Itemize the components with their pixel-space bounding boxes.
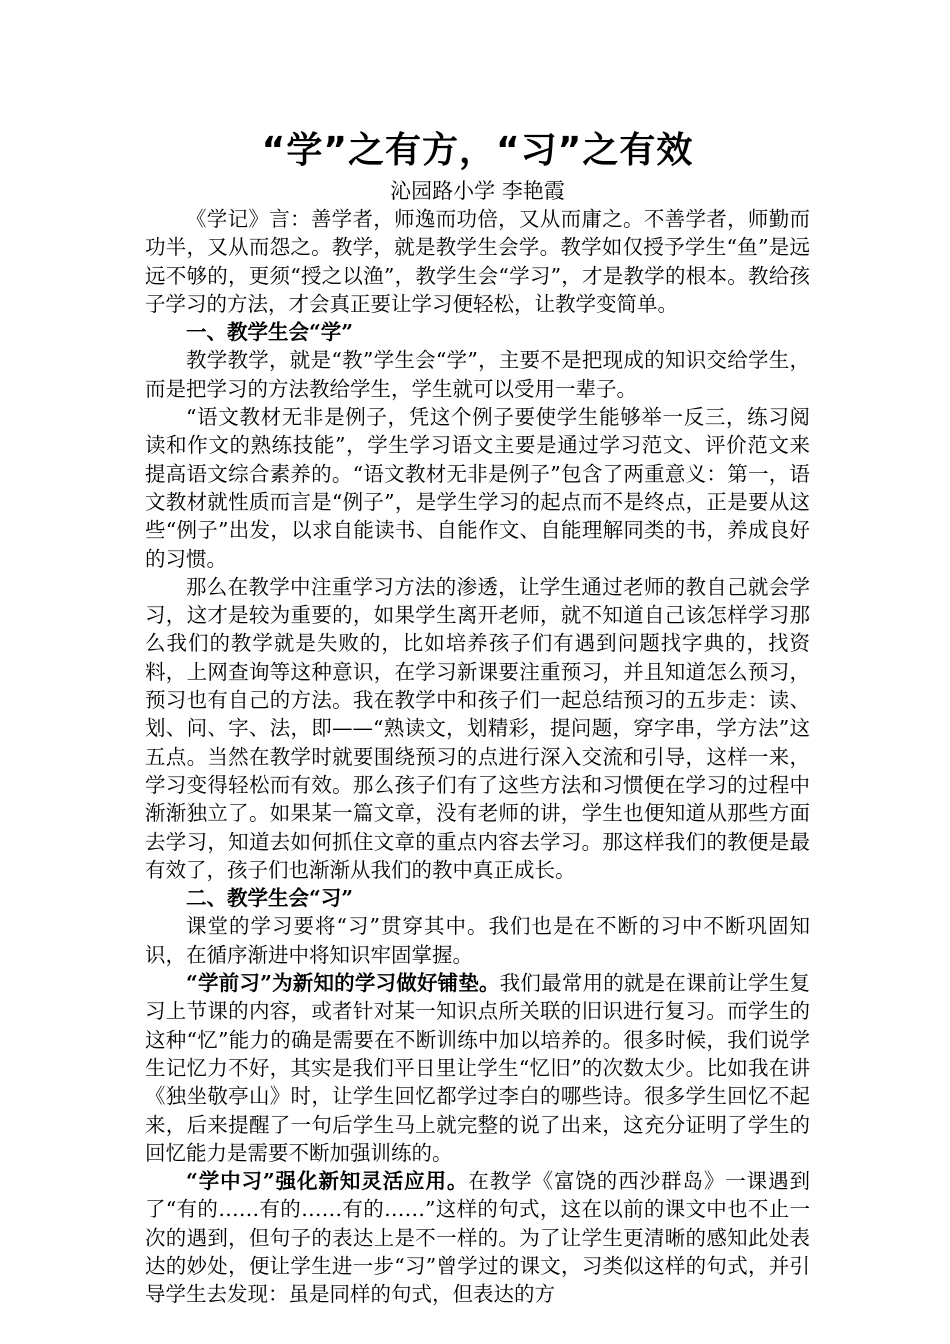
section-2-paragraph-3-body: 在教学《富饶的西沙群岛》一课遇到了“有的……有的……有的……”这样的句式，这在以前的课文中也不止一次的遇到，但句子的表达上是不一样的。为了让学生更清晰的感知此处表达的妙处，便让学生进一步“习”曾学过的课文，习类似这样的句式，并引导学生去发现：虽是同样的句式，但表达的方 <box>145 1169 811 1307</box>
section-2-heading: 二、教学生会“习” <box>186 886 354 911</box>
document-page <box>145 125 810 1309</box>
section-2-paragraph-3 <box>145 1167 810 1308</box>
section-2-paragraph-2-lead: “学前习”为新知的学习做好铺垫。 <box>186 971 500 996</box>
section-1-paragraph-3: 那么在教学中注重学习方法的渗透，让学生通过老师的教自己就会学习，这才是较为重要的，如果学生离开老师，就不知道自己该怎样学习那么我们的教学就是失败的，比如培养孩子们有遇到问题找字典的，找资料，上网查询等这种意识，在学习新课要注重预习，并且知道怎么预习，预习也有自己的方法。我在教学中和孩子们一起总结预习的五步走：读、划、问、字、法，即——“熟读文，划精彩，提问题，穿字串，学方法”这五点。当然在教学时就要围绕预习的点进行深入交流和引导，这样一来，学习变得轻松而有效。那么孩子们有了这些方法和习惯便在学习的过程中渐渐独立了。如果某一篇文章，没有老师的讲，学生也便知道从那些方面去学习，知道去如何抓住文章的重点内容去学习。那这样我们的教便是最有效了，孩子们也渐渐从我们的教中真正成长。 <box>145 574 810 882</box>
section-2-paragraph-3-lead: “学中习”强化新知灵活应用。 <box>186 1169 469 1194</box>
section-2-paragraph-2 <box>145 969 810 1167</box>
section-1-heading: 一、教学生会“学” <box>186 320 354 345</box>
section-2-paragraph-2-body: 我们最常用的就是在课前让学生复习上节课的内容，或者针对某一知识点所关联的旧识进行复习。而学生的这种“忆”能力的确是需要在不断训练中加以培养的。很多时候，我们说学生记忆力不好，其实是我们平日里让学生“忆旧”的次数太少。比如我在讲《独坐敬亭山》时，让学生回忆都学过李白的哪些诗。很多学生回忆不起来，后来提醒了一句后学生马上就完整的说了出来，这充分证明了学生的回忆能力是需要不断加强训练的。 <box>145 971 810 1165</box>
section-2-paragraph-1: 课堂的学习要将“习”贯穿其中。我们也是在不断的习中不断巩固知识，在循序渐进中将知识牢固掌握。 <box>145 914 810 967</box>
document-title: “学”之有方，“习”之有效 <box>261 130 694 171</box>
section-1-paragraph-2: “语文教材无非是例子，凭这个例子要使学生能够举一反三，练习阅读和作文的熟练技能”，学生学习语文主要是通过学习范文、评价范文来提高语文综合素养的。“语文教材无非是例子”包含了两重意义：第一，语文教材就性质而言是“例子”，是学生学习的起点而不是终点，正是要从这些“例子”出发，以求自能读书、自能作文、自能理解同类的书，养成良好的习惯。 <box>145 405 810 571</box>
intro-paragraph: 《学记》言：善学者，师逸而功倍，又从而庸之。不善学者，师勤而功半，又从而怨之。教学，就是教学生会学。教学如仅授予学生“鱼”是远远不够的，更须“授之以渔”，教学生会“学习”，才是教学的根本。教给孩子学习的方法，才会真正要让学习便轻松，让教学变简单。 <box>145 207 810 316</box>
section-1-paragraph-1: 教学教学，就是“教”学生会“学”，主要不是把现成的知识交给学生，而是把学习的方法教给学生，学生就可以受用一辈子。 <box>145 348 810 401</box>
author-line: 沁园路小学 李艳霞 <box>390 179 565 203</box>
